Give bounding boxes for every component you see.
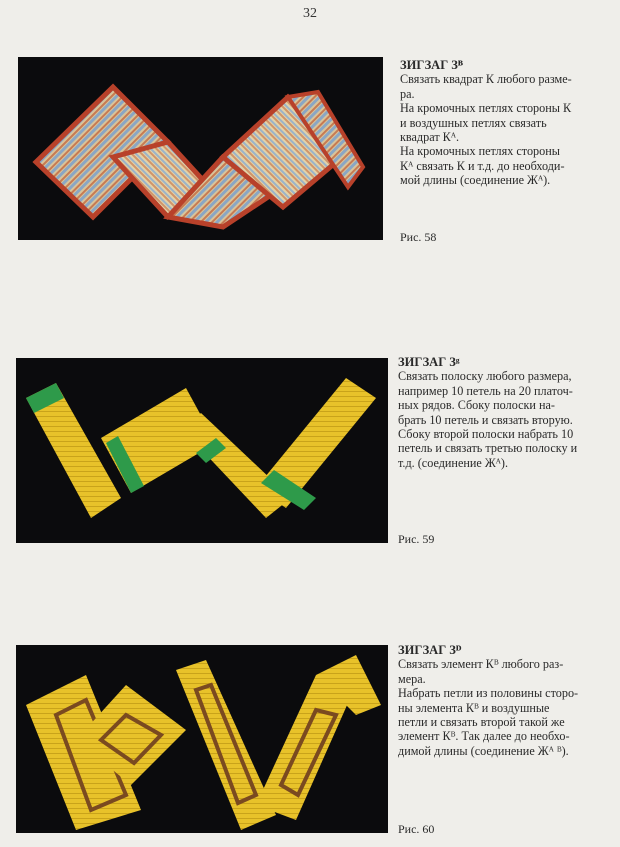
section-59-line: ных рядов. Сбоку полоски на-	[398, 398, 555, 413]
section-59-line: Связать полоску любого размера,	[398, 369, 572, 384]
section-60-line: Связать элемент Кᴮ любого раз-	[398, 657, 564, 672]
figure-58-photo	[18, 57, 383, 240]
figure-59-caption: Рис. 59	[398, 532, 435, 546]
section-60-line: димой длины (соединение Жᴬ ᴮ).	[398, 743, 569, 758]
section-58-title: ЗИГЗАГ Зᴮ	[400, 58, 463, 72]
section-60-line: Набрать петли из половины сторо-	[398, 686, 579, 701]
section-58-line: Кᴬ связать К и т.д. до необходи-	[400, 158, 565, 173]
section-59-line: т.д. (соединение Жᴬ).	[398, 455, 509, 470]
section-58-line: ра.	[400, 86, 415, 101]
figure-60-photo	[16, 645, 388, 833]
section-60-line: петли и связать второй такой же	[398, 715, 565, 730]
section-59-line: Сбоку второй полоски набрать 10	[398, 427, 574, 442]
zigzag-strips-image	[16, 358, 388, 543]
figure-58-caption: Рис. 58	[400, 230, 437, 244]
section-60-line: ны элемента Кᴮ и воздушные	[398, 700, 550, 715]
section-59-text	[398, 355, 577, 470]
section-59-line: петель и связать третью полоску и	[398, 441, 578, 456]
section-58-line: и воздушных петлях связать	[400, 115, 547, 130]
zigzag-squares-framed-image	[16, 645, 388, 833]
section-60-line: элемент Кᴮ. Так далее до необхо-	[398, 729, 570, 744]
section-58-text	[400, 58, 572, 188]
section-58-line: мой длины (соединение Жᴬ).	[400, 173, 551, 188]
section-58-line: квадрат Кᴬ.	[400, 130, 460, 145]
section-59-line: например 10 петель на 20 платоч-	[398, 383, 573, 398]
section-59-title: ЗИГЗАГ Зᵍ	[398, 355, 460, 369]
zigzag-squares-image	[18, 57, 383, 240]
figure-59-photo	[16, 358, 388, 543]
page-number: 32	[303, 6, 317, 21]
figure-60-caption: Рис. 60	[398, 822, 435, 836]
section-60-line: мера.	[398, 671, 426, 686]
section-58-line: На кромочных петлях стороны К	[400, 101, 572, 116]
section-60-text	[398, 643, 578, 758]
section-59-line: брать 10 петель и связать вторую.	[398, 412, 573, 427]
section-58-line: Связать квадрат К любого разме-	[400, 72, 572, 87]
section-60-title: ЗИГЗАГ Зᴰ	[398, 643, 462, 657]
section-58-line: На кромочных петлях стороны	[400, 144, 560, 159]
